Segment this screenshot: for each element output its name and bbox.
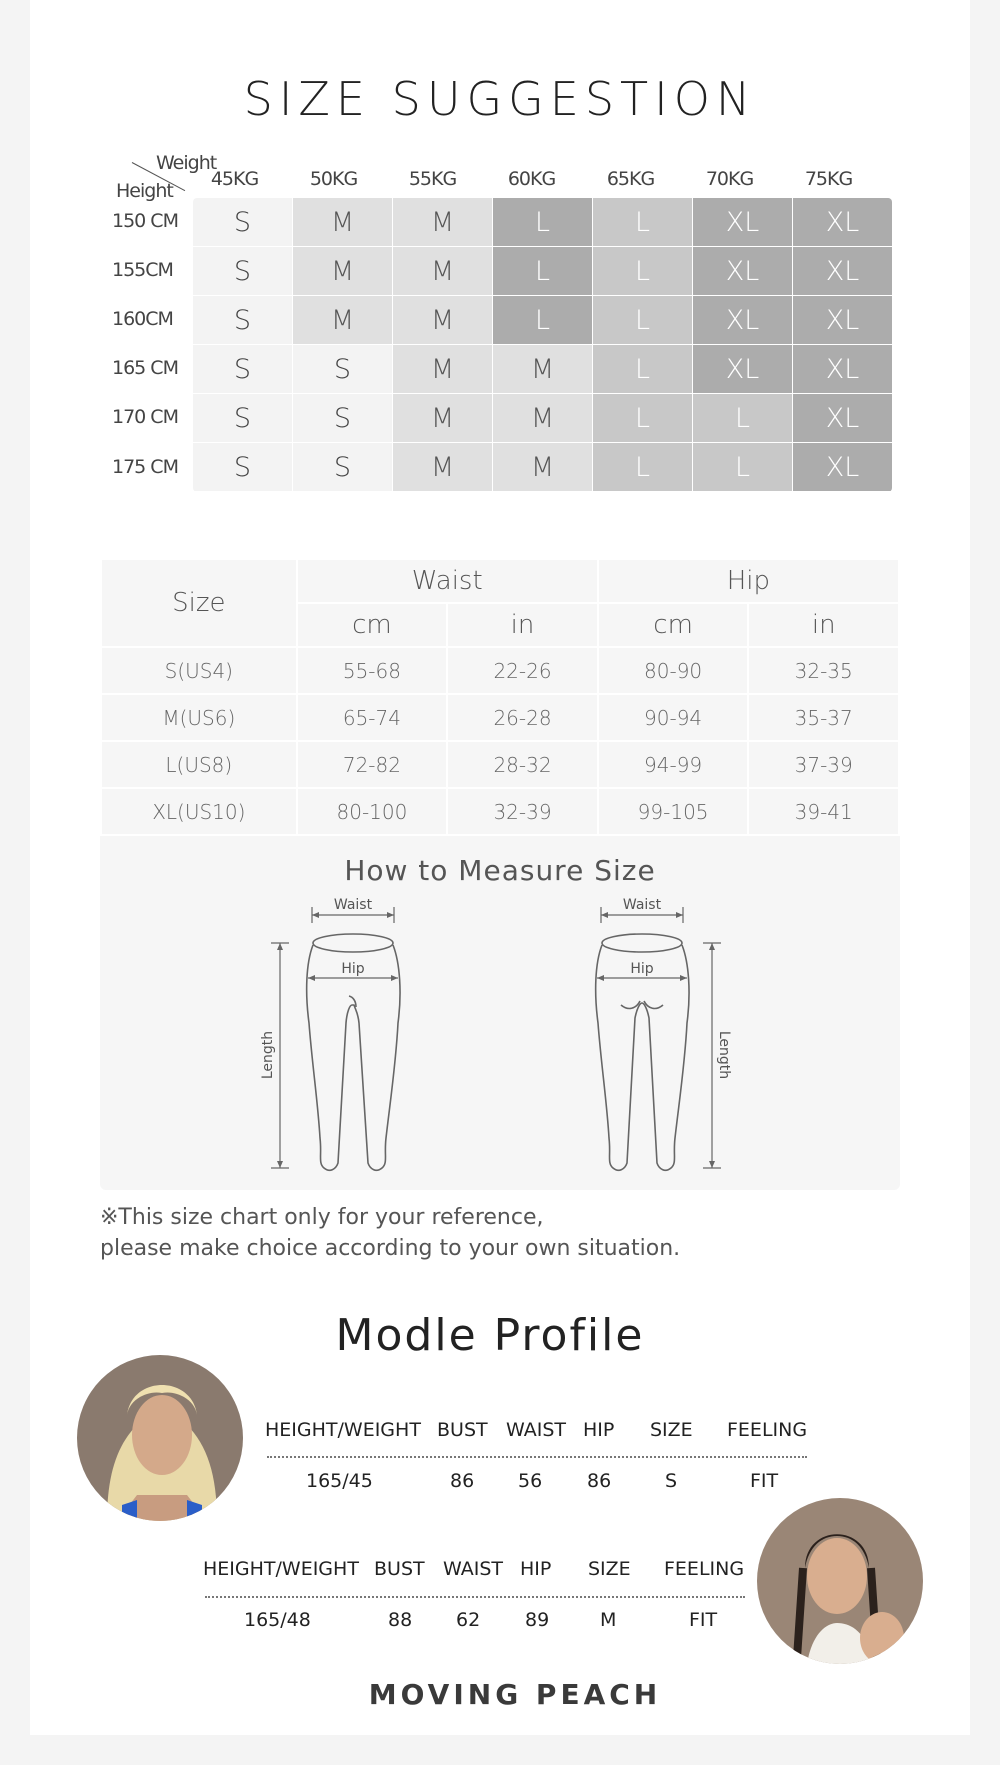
size-cell: XL: [693, 345, 792, 393]
size-cell: L: [493, 198, 592, 246]
table-cell: 55-68: [297, 647, 448, 694]
size-cell: L: [593, 198, 692, 246]
size-cell: M: [493, 345, 592, 393]
waist-in-header: in: [447, 603, 598, 647]
size-cell: S: [193, 296, 292, 344]
weight-column-header: 55KG: [408, 168, 457, 190]
weight-column-header: 75KG: [804, 168, 853, 190]
table-cell: 39-41: [748, 788, 899, 835]
profile-value: M: [600, 1609, 617, 1631]
height-axis-label: Height: [116, 180, 173, 202]
profile-header: HIP: [520, 1558, 552, 1580]
size-cell: L: [693, 443, 792, 491]
table-cell: 94-99: [598, 741, 749, 788]
model-1-photo-icon: [77, 1355, 243, 1521]
profile-value: S: [665, 1470, 678, 1492]
profile-value: FIT: [750, 1470, 779, 1492]
profile-value: 86: [450, 1470, 475, 1492]
brand-logo: MOVING PEACH: [368, 1678, 662, 1711]
hip-in-header: in: [748, 603, 899, 647]
profile-value: 165/48: [244, 1609, 311, 1631]
model-1-divider: [267, 1456, 807, 1458]
table-row: [101, 788, 899, 835]
back-waist-label: Waist: [622, 897, 662, 913]
size-cell: XL: [793, 198, 892, 246]
size-cell: XL: [793, 247, 892, 295]
front-length-label: Length: [260, 1030, 276, 1080]
size-cell: S: [293, 345, 392, 393]
size-cell: XL: [793, 345, 892, 393]
table-row: [101, 647, 899, 694]
size-cell: L: [593, 443, 692, 491]
size-cell: S: [293, 394, 392, 442]
table-cell: 80-100: [297, 788, 448, 835]
profile-header: WAIST: [506, 1419, 567, 1441]
weight-axis-label: Weight: [156, 152, 217, 174]
table-cell: 65-74: [297, 694, 448, 741]
back-hip-label: Hip: [630, 961, 654, 977]
size-cell: M: [293, 296, 392, 344]
hip-cm-header: cm: [598, 603, 749, 647]
leggings-measure-diagram: [100, 893, 900, 1183]
model-profile-title: Modle Profile: [335, 1310, 645, 1361]
table-cell: 28-32: [447, 741, 598, 788]
height-row-header: 165 CM: [112, 357, 178, 379]
size-cell: S: [193, 394, 292, 442]
profile-value: 62: [456, 1609, 481, 1631]
table-row: [101, 694, 899, 741]
weight-column-header: 50KG: [309, 168, 358, 190]
profile-header: FEELING: [727, 1419, 808, 1441]
weight-column-header: 45KG: [210, 168, 259, 190]
profile-header: BUST: [437, 1419, 488, 1441]
waist-header: Waist: [297, 559, 598, 603]
size-cell: L: [493, 247, 592, 295]
table-cell: 32-35: [748, 647, 899, 694]
height-row-header: 170 CM: [112, 406, 178, 428]
profile-header: HEIGHT/WEIGHT: [265, 1419, 421, 1441]
measurement-table: [100, 558, 900, 836]
size-cell: XL: [793, 394, 892, 442]
note-line-2: please make choice according to your own situation.: [100, 1236, 681, 1261]
table-cell: S(US4): [101, 647, 297, 694]
profile-header: SIZE: [650, 1419, 693, 1441]
size-cell: L: [493, 296, 592, 344]
size-cell: M: [393, 247, 492, 295]
table-cell: 72-82: [297, 741, 448, 788]
table-cell: 35-37: [748, 694, 899, 741]
model-2-avatar: [757, 1498, 923, 1664]
profile-value: 88: [388, 1609, 413, 1631]
front-waist-label: Waist: [333, 897, 373, 913]
table-cell: 32-39: [447, 788, 598, 835]
size-cell: XL: [793, 296, 892, 344]
size-cell: XL: [693, 247, 792, 295]
table-cell: L(US8): [101, 741, 297, 788]
size-cell: M: [393, 198, 492, 246]
table-cell: 80-90: [598, 647, 749, 694]
table-cell: 26-28: [447, 694, 598, 741]
size-header: Size: [101, 559, 297, 647]
size-suggestion-grid: [193, 198, 892, 492]
profile-header: HEIGHT/WEIGHT: [203, 1558, 359, 1580]
table-cell: 90-94: [598, 694, 749, 741]
size-cell: L: [593, 296, 692, 344]
back-length-label: Length: [716, 1030, 732, 1080]
hip-header: Hip: [598, 559, 899, 603]
page-title: SIZE SUGGESTION: [243, 72, 757, 126]
profile-value: 86: [587, 1470, 612, 1492]
table-cell: 37-39: [748, 741, 899, 788]
size-cell: M: [393, 345, 492, 393]
profile-header: HIP: [583, 1419, 615, 1441]
model-2-divider: [205, 1596, 745, 1598]
height-row-header: 155CM: [112, 259, 173, 281]
grid-corner-header: [116, 152, 217, 202]
size-cell: M: [393, 394, 492, 442]
size-cell: S: [193, 198, 292, 246]
measurement-rows: [101, 647, 899, 835]
measurement-panel: [100, 558, 900, 1190]
note-line-1: ※This size chart only for your reference,: [100, 1205, 544, 1230]
size-cell: M: [493, 443, 592, 491]
profile-value: 89: [525, 1609, 550, 1631]
front-hip-label: Hip: [341, 961, 365, 977]
profile-value: FIT: [689, 1609, 718, 1631]
weight-column-header: 70KG: [705, 168, 754, 190]
size-cell: L: [693, 394, 792, 442]
weight-column-header: 60KG: [507, 168, 556, 190]
profile-header: BUST: [374, 1558, 425, 1580]
table-cell: 22-26: [447, 647, 598, 694]
model-2-photo-icon: [757, 1498, 923, 1664]
profile-header: WAIST: [443, 1558, 504, 1580]
size-cell: XL: [793, 443, 892, 491]
size-cell: M: [293, 247, 392, 295]
size-cell: L: [593, 394, 692, 442]
profile-value: 56: [518, 1470, 543, 1492]
table-cell: XL(US10): [101, 788, 297, 835]
how-to-measure-title: How to Measure Size: [344, 854, 656, 887]
height-row-header: 175 CM: [112, 456, 178, 478]
table-cell: 99-105: [598, 788, 749, 835]
model-1-avatar: [77, 1355, 243, 1521]
size-cell: XL: [693, 296, 792, 344]
size-note: [100, 1202, 680, 1264]
size-cell: L: [593, 345, 692, 393]
size-cell: M: [293, 198, 392, 246]
size-cell: M: [493, 394, 592, 442]
table-row: [101, 741, 899, 788]
height-row-header: 160CM: [112, 308, 173, 330]
size-cell: M: [393, 443, 492, 491]
size-cell: S: [193, 247, 292, 295]
size-cell: S: [193, 345, 292, 393]
profile-header: SIZE: [588, 1558, 631, 1580]
size-cell: XL: [693, 198, 792, 246]
table-cell: M(US6): [101, 694, 297, 741]
profile-header: FEELING: [664, 1558, 745, 1580]
size-cell: L: [593, 247, 692, 295]
size-cell: S: [193, 443, 292, 491]
waist-cm-header: cm: [297, 603, 448, 647]
size-cell: S: [293, 443, 392, 491]
weight-column-header: 65KG: [606, 168, 655, 190]
size-cell: M: [393, 296, 492, 344]
height-row-header: 150 CM: [112, 210, 178, 232]
profile-value: 165/45: [306, 1470, 373, 1492]
